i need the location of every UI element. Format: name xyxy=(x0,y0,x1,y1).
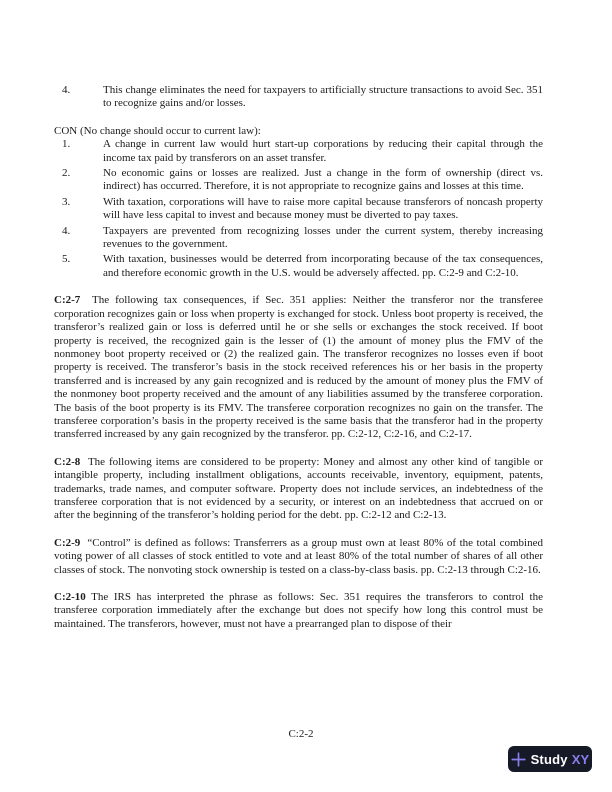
paragraph-label: C:2-10 xyxy=(54,591,86,603)
list-item-number: 5. xyxy=(62,253,71,266)
list-item xyxy=(54,196,543,223)
list-item xyxy=(54,225,543,252)
paragraph-label: C:2-8 xyxy=(54,455,81,468)
paragraph-c2-9 xyxy=(54,537,543,577)
con-heading: CON (No change should occur to current law): xyxy=(54,124,261,137)
paragraph-c2-7 xyxy=(54,294,543,441)
paragraph-text: “Control” is defined as follows: Transferrers as a group must own at least 80% of the total combined voting power of all classes of stock entitled to vote and at least 80% of the total number of shares of all other classes of stock. The nonvoting stock ownership is tested on a class-by-class basis. pp. C:2-13 through C:2-16. xyxy=(54,536,543,576)
list-item-number: 2. xyxy=(62,167,71,180)
paragraph-label: C:2-9 xyxy=(54,536,81,549)
list-item-text: With taxation, corporations will have to raise more capital because transferors of noncash property will have less capital to invest and because money must be diverted to pay taxes. xyxy=(103,195,543,222)
studyxy-badge xyxy=(508,746,592,772)
plus-icon xyxy=(511,752,526,767)
list-item xyxy=(54,253,543,280)
list-item-number: 4. xyxy=(62,224,71,237)
paragraph-text: The following tax consequences, if Sec. 351 applies: Neither the transferor nor the transferee corporation recognizes gain or loss when property is exchanged for stock. Unless boot property is received, the transferor’s realized gain or loss is deferred until he or she sells or exchanges the stock received. If boot property is received, the recognized gain is the lesser of (1) the amount of money plus the FMV of the nonmoney boot property received or (2) the realized gain. The transferor recognizes no losses even if boot property is received. The transferor’s basis in the stock received references his or her basis in the property transferred and is increased by any gain recognized and is reduced by the amount of money plus the FMV of the nonmoney boot property received and the amount of any liabilities assumed by the transferee corporation. The basis of the boot property is its FMV. The transferee corporation recognizes no gain on the transfer. The transferee corporation’s basis in the property received is the same basis that the transferor had in the property transferred increased by any gain recognized by the transferor. pp. C:2-12, C:2-16, and C:2-17. xyxy=(54,294,543,441)
list-item-text: A change in current law would hurt start-up corporations by reducing their capital through the income tax paid by transferors on an asset transfer. xyxy=(103,138,543,164)
list-item-text: This change eliminates the need for taxpayers to artificially structure transactions to avoid Sec. 351 to recognize gains and/or losses. xyxy=(103,84,543,110)
brand-name-accent: XY xyxy=(571,751,590,767)
paragraph-text: The following items are considered to be property: Money and almost any other kind of tangible or intangible property, including installment obligations, accounts receivable, inventory, equipment, patents, trademarks, trade names, and computer software. Property does not include services, an indebtedness of the transferee corporation that is not evidenced by a security, or interest on an indebtedness that accrued on or after the beginning of the transferor’s holding period for the debt. pp. C:2-12 and C:2-13. xyxy=(54,455,543,522)
paragraph-c2-8 xyxy=(54,456,543,523)
paragraph-c2-10 xyxy=(54,591,543,631)
paragraph-label: C:2-7 xyxy=(54,294,81,307)
list-item-number: 1. xyxy=(62,138,71,151)
page-number: C:2-2 xyxy=(288,728,314,740)
page-content xyxy=(54,84,543,631)
list-item xyxy=(54,138,543,165)
list-item-text: No economic gains or losses are realized. Just a change in the form of ownership (direct vs. indirect) has occurred. Therefore, it is not appropriate to recognize gains and losses at this time. xyxy=(103,167,543,193)
list-item-number: 3. xyxy=(62,195,71,208)
paragraph-text: The IRS has interpreted the phrase as follows: Sec. 351 requires the transferors to control the transferee corporation immediately after the exchange but does not specify how long this control must be maintained. The transferors, however, must not have a prearranged plan to dispose of their xyxy=(54,591,543,630)
list-item-text: Taxpayers are prevented from recognizing losses under the current system, thereby increasing revenues to the government. xyxy=(103,224,543,251)
list-item-text: With taxation, businesses would be deterred from incorporating because of the tax consequences, and therefore economic growth in the U.S. would be adversely affected. pp. C:2-9 and C:2-10. xyxy=(103,253,543,279)
list-item xyxy=(54,84,543,111)
list-item xyxy=(54,167,543,194)
brand-name-primary: Study xyxy=(530,751,568,767)
list-item-number: 4. xyxy=(62,84,71,96)
